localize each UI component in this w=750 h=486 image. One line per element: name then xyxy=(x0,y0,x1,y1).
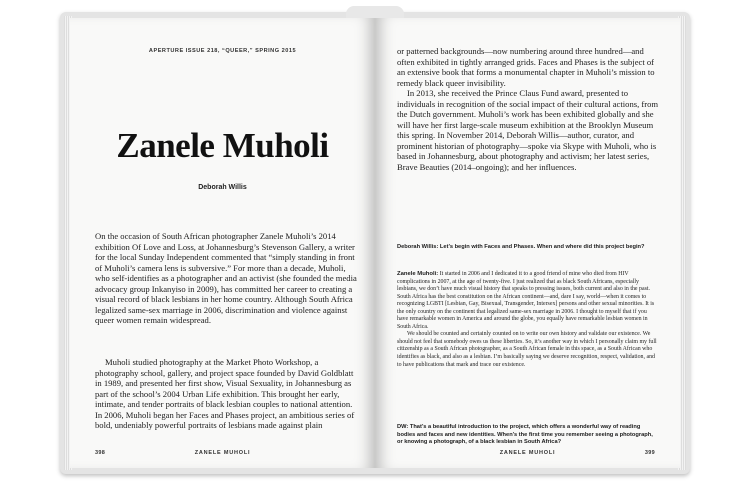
page-number: 398 xyxy=(95,450,106,456)
speaker-label: Zanele Muholi: xyxy=(397,271,439,277)
body-paragraph xyxy=(95,357,357,431)
answer-text: It started in 2006 and I dedicated it to a good friend of mine who died from HIV complications in 2007, at the age of twenty-five. I just realized that as black South Africans, especially lesbians, we don’t have much visual history that speaks to pressing issues, both current and also in the past. South Africa has the best constitution on the African continent—and, dare I say, world—when it comes to recognizing LGBTI [Lesbian, Gay, Bisexual, Transgender, Intersex] persons and other sexual minorities. It is the only country on the continent that legalized same-sex marriage in 2006. I thought to myself that if you have remarkable women in America and around the globe, you equally have remarkable lesbian women in South Africa. xyxy=(397,271,655,330)
running-head: APERTURE ISSUE 218, “QUEER,” SPRING 2015 xyxy=(148,48,297,54)
interview-question: DW: That’s a beautiful introduction to the project, which offers a wonderful way of reading bodies and faces and new identities. When’s the first time you remember seeing a photograph, or knowing a photograph, of a black lesbian in South Africa? xyxy=(397,424,653,446)
running-foot: ZANELE MUHOLI xyxy=(499,450,556,456)
article-title: Zanele Muholi xyxy=(116,126,329,165)
paragraph-text: or patterned backgrounds—now numbering around three hundred—and often exhibited in tightly arranged grids. Faces and Phases is the subject of an extensive book that forms a monumental chapter in Muholi’s mission to remedy black queer invisibility. xyxy=(397,46,655,88)
left-page xyxy=(70,18,375,468)
article-author: Deborah Willis xyxy=(198,184,247,191)
interview-answer xyxy=(397,271,659,369)
answer-text: We should be counted and certainly counted on to write our own history and validate our existence. We should not feel that somebody owes us these liberties. So, it’s another way in which I personally claim my full citizenship as a South African photographer, as a South African female in this space, as a South African who identifies as black, and also as a lesbian. I’m basically saying we deserve recognition, respect, validation, and to have publications that mark and trace our existence. xyxy=(397,331,657,368)
paragraph-text: On the occasion of South African photographer Zanele Muholi’s 2014 exhibition Of Love and Loss, at Johannesburg’s Stevenson Gallery, a writer for the local Sunday Independent commented that “simply standing in front of Muholi’s camera lens is subversive.” For more than a decade, Muholi, who self-identifies as a photographer and an activist (she founded the media advocacy group Inkanyiso in 2009), has committed her career to creating a visual record of black lesbians in her home country. Although South Africa legalized same-sex marriage in 2006, discrimination and violence against queer women remain widespread. xyxy=(95,231,357,325)
right-page xyxy=(375,18,680,468)
body-paragraph xyxy=(397,46,659,172)
paragraph-text: In 2013, she received the Prince Claus Fund award, presented to individuals in recognition of the social impact of their cultural actions, from the Dutch government. Muholi’s work has been exhibited globally and she will have her first large-scale museum exhibition at the Brooklyn Museum this spring. In November 2014, Deborah Willis—author, curator, and prominent historian of photography—spoke via Skype with Muholi, who is based in Johannesburg, about photography and activism; her latest series, Brave Beauties (2014–ongoing); and her influences. xyxy=(397,88,659,172)
running-foot: ZANELE MUHOLI xyxy=(194,450,251,456)
body-paragraph xyxy=(95,231,357,326)
paragraph-text: Muholi studied photography at the Market Photo Workshop, a photography school, gallery, and project space founded by David Goldblatt in 1989, and presented her first show, Visual Sexuality, in Johannesburg as part of the school’s 2004 Urban Life exhibition. This brought her early, intimate, and tender portraits of black lesbian couples to national attention. In 2006, Muholi began her Faces and Phases project, an ambitious series of bold, undeniably powerful portraits of lesbians made against plain xyxy=(95,357,355,430)
page-number: 399 xyxy=(644,450,655,456)
interview-question: Deborah Willis: Let’s begin with Faces and Phases. When and where did this project begin? xyxy=(397,244,645,250)
